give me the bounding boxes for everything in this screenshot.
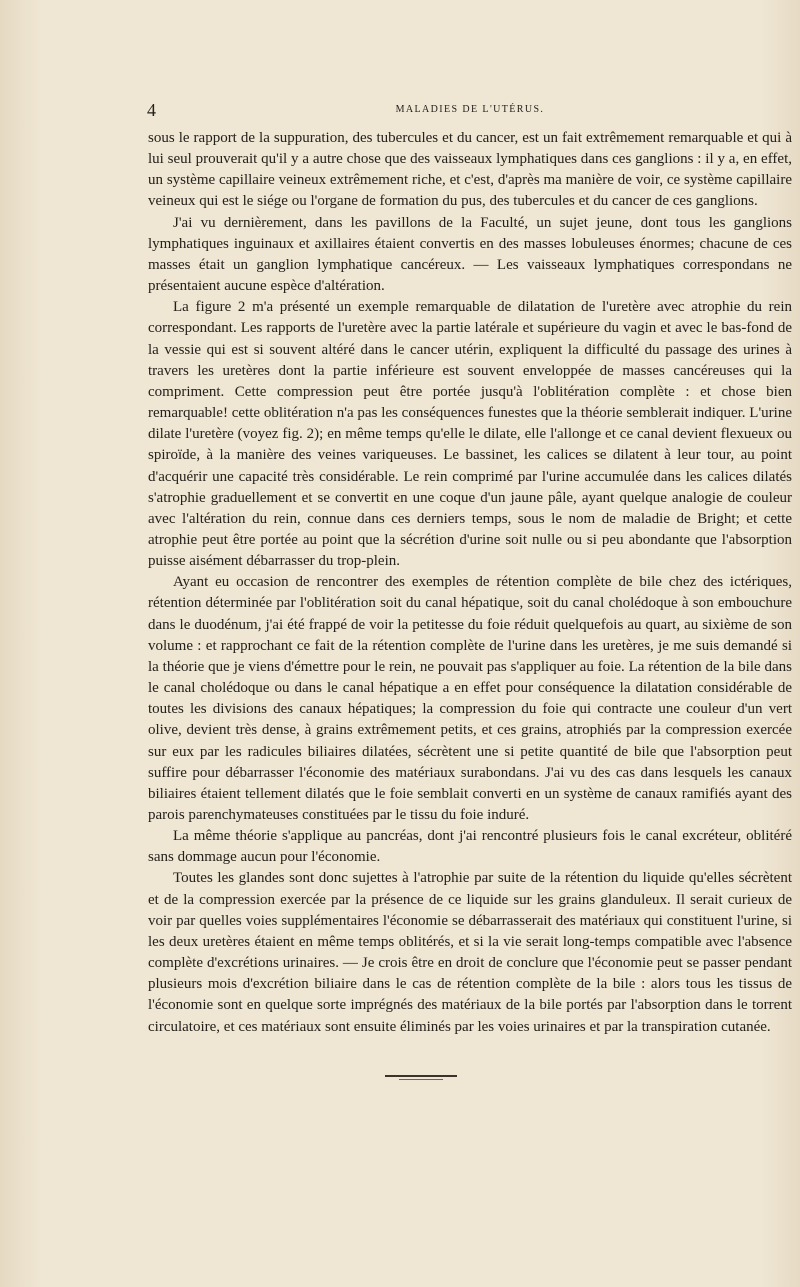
page-number: 4: [147, 100, 156, 120]
paragraph-continuation: sous le rapport de la suppuration, des tubercules et du cancer, est un fait extrêmement remarquable et qui à lui seul prouverait qu'il y a autre chose que des vaisseaux lymphatiques dans ces ganglions : il y a, en effet, un système capillaire veineux extrêmement riche, et c'est, d'après ma manière de voir, ce système capillaire veineux qui est le siége ou l'organe de formation du pus, des tubercules et du cancer de ces ganglions.: [148, 130, 792, 210]
paragraph: La figure 2 m'a présenté un exemple remarquable de dilatation de l'uretère avec atrophie du rein correspondant. Les rapports de l'uretère avec la partie latérale et supérieure du vagin et avec le bas-fond de la vessie qui est si souvent altéré dans le cancer utérin, expliquent la difficulté du passage des urines à travers les uretères dont la partie inférieure est souvent enveloppée de masses cancéreuses qui la compriment. Cette compression peut être portée jusqu'à l'oblitération complète : et chose bien remarquable! cette oblitération n'a pas les conséquences funestes que la théorie semblerait indiquer. L'urine dilate l'uretère (voyez fig. 2); en même temps qu'elle le dilate, elle l'allonge et ce canal devient flexueux ou spiroïde, à la manière des veines variqueuses. Le bassinet, les calices se dilatent à leur tour, au point d'acquérir une capacité très considérable. Le rein comprimé par l'urine accumulée dans les calices dilatés s'atrophie graduellement et se convertit en une coque d'un jaune pâle, ayant quelque analogie de couleur avec l'altération du rein, connue dans ces derniers temps, sous le nom de maladie de Bright; et cette atrophie peut être portée au point que la sécrétion d'urine soit nulle ou si peu abondante que l'absorption puisse aisément débarrasser du trop-plein.: [148, 299, 792, 570]
paragraph: J'ai vu dernièrement, dans les pavillons de la Faculté, un sujet jeune, dont tous les ganglions lymphatiques inguinaux et axillaires étaient convertis en des masses lobuleuses énormes; chacune de ces masses était un ganglion lymphatique cancéreux. — Les vaisseaux lymphatiques correspondans ne présentaient aucune espèce d'altération.: [148, 214, 792, 295]
body-text: [148, 128, 792, 1038]
running-title: MALADIES DE L'UTÉRUS.: [395, 104, 545, 115]
paragraph: Toutes les glandes sont donc sujettes à l'atrophie par suite de la rétention du liquide qu'elles sécrètent et de la compression exercée par la présence de ce liquide sur les grains glanduleux. Il serait curieux de voir par quelles voies supplémentaires l'économie se débarrasserait des matériaux qui constituent l'urine, si les deux uretères étaient en même temps oblitérés, et si la vie serait long-temps compatible avec l'absence complète d'excrétions urinaires. — Je crois être en droit de conclure que l'économie peut se passer pendant plusieurs mois d'excrétion biliaire dans le cas de rétention complète de la bile : alors tous les tissus de l'économie sont en quelque sorte imprégnés des matériaux de la bile portés par l'absorption dans le torrent circulatoire, et ces matériaux sont ensuite éliminés par les voies urinaires et par la transpiration cutanée.: [148, 870, 792, 1035]
closing-rule: [385, 1075, 457, 1077]
paragraph: Ayant eu occasion de rencontrer des exemples de rétention complète de bile chez des ictériques, rétention déterminée par l'oblitération soit du canal hépatique, soit du canal cholédoque à son embouchure dans le duodénum, j'ai été frappé de voir la petitesse du foie réduit quelquefois au quart, au sixième de son volume : et rapprochant ce fait de la rétention complète de l'urine dans les uretères, je me suis demandé si la théorie que je viens d'émettre pour le rein, ne pouvait pas s'appliquer au foie. La rétention de la bile dans le canal cholédoque ou dans le canal hépatique a en effet pour conséquence la dilatation considérable de toutes les divisions des canaux hépatiques; la compression du foie qui contracte une couleur d'un vert olive, devient très dense, à grains extrêmement petits, et ces grains, atrophiés par la compression exercée sur eux par les radicules biliaires dilatées, sécrètent une si petite quantité de bile que l'absorption peut suffire pour débarrasser l'économie des matériaux surabondans. J'ai vu des cas dans lesquels les canaux biliaires étaient tellement dilatés que le foie semblait converti en un système de canaux ramifiés ayant des parois parenchymateuses constituées par le tissu du foie induré.: [148, 574, 792, 823]
page-header: [147, 102, 793, 122]
paragraph: La même théorie s'applique au pancréas, dont j'ai rencontré plusieurs fois le canal excréteur, oblitéré sans dommage aucun pour l'économie.: [148, 828, 792, 866]
